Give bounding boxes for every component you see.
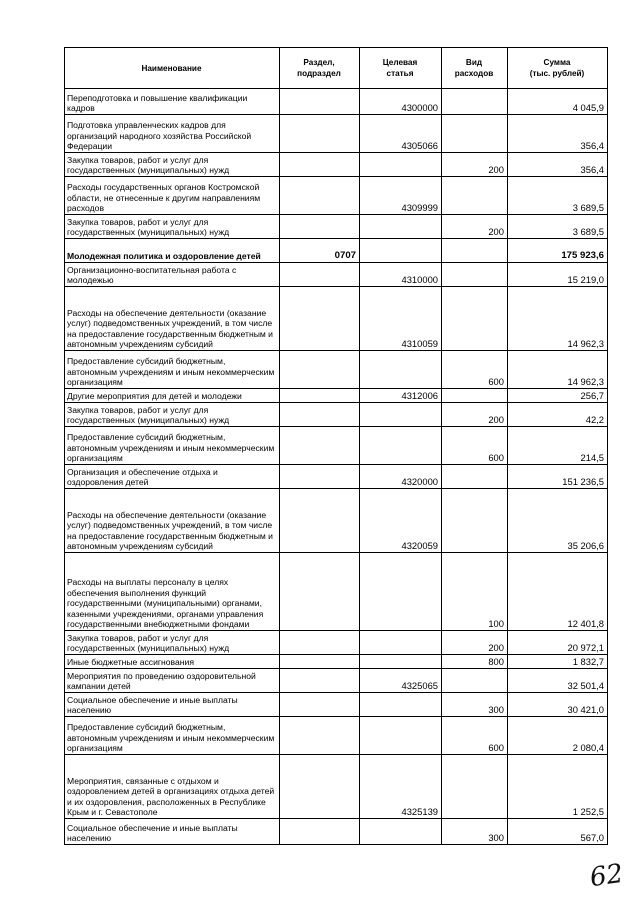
cell-section [280, 489, 360, 553]
cell-sum: 30 421,0 [508, 693, 608, 717]
cell-target [360, 239, 442, 263]
cell-name: Подготовка управленческих кадров для организаций народного хозяйства Российской Федерации [65, 115, 280, 153]
cell-name: Переподготовка и повышение квалификации кадров [65, 89, 280, 115]
cell-name: Социальное обеспечение и иные выплаты населению [65, 819, 280, 845]
header-section-line2: подраздел [297, 69, 341, 78]
cell-section [280, 553, 360, 631]
header-target-line2: статья [386, 69, 414, 78]
cell-section [280, 465, 360, 489]
cell-name: Расходы на обеспечение деятельности (оказание услуг) подведомственных учреждений, в том числе на предоставление государственным бюджетным и автономным учреждениям субсидий [65, 287, 280, 351]
cell-name: Закупка товаров, работ и услуг для государственных (муниципальных) нужд [65, 403, 280, 427]
cell-target [360, 427, 442, 465]
cell-name: Иные бюджетные ассигнования [65, 655, 280, 669]
table-row [65, 717, 608, 755]
header-type-line1: Вид [465, 58, 483, 67]
cell-sum: 42,2 [508, 403, 608, 427]
table-row [65, 693, 608, 717]
cell-target: 4305066 [360, 115, 442, 153]
table-row [65, 553, 608, 631]
header-sum-line2: (тыс. рублей) [529, 69, 585, 78]
cell-name: Молодежная политика и оздоровление детей [65, 239, 280, 263]
page-number: 62 [588, 858, 626, 894]
cell-name: Социальное обеспечение и иные выплаты населению [65, 693, 280, 717]
table-row [65, 489, 608, 553]
cell-target [360, 553, 442, 631]
header-name [65, 48, 280, 89]
cell-target: 4310000 [360, 263, 442, 287]
cell-type [442, 389, 508, 403]
cell-type [442, 489, 508, 553]
cell-type: 300 [442, 693, 508, 717]
cell-type: 100 [442, 553, 508, 631]
cell-name: Предоставление субсидий бюджетным, автономным учреждениям и иным некоммерческим организациям [65, 427, 280, 465]
cell-sum: 175 923,6 [508, 239, 608, 263]
table-row [65, 755, 608, 819]
cell-section [280, 717, 360, 755]
cell-section [280, 819, 360, 845]
cell-type [442, 89, 508, 115]
header-section-line1: Раздел, [303, 58, 335, 67]
cell-type [442, 669, 508, 693]
header-target [360, 48, 442, 89]
cell-type: 200 [442, 153, 508, 177]
cell-section [280, 153, 360, 177]
cell-sum: 14 962,3 [508, 287, 608, 351]
cell-name: Расходы на обеспечение деятельности (оказание услуг) подведомственных учреждений, в том числе на предоставление государственным бюджетным и автономным учреждениям субсидий [65, 489, 280, 553]
cell-target [360, 351, 442, 389]
table-row [65, 287, 608, 351]
cell-section [280, 287, 360, 351]
cell-target [360, 655, 442, 669]
cell-sum: 567,0 [508, 819, 608, 845]
header-name-label: Наименование [141, 63, 202, 73]
table-row [65, 669, 608, 693]
cell-sum: 356,4 [508, 115, 608, 153]
cell-type: 200 [442, 403, 508, 427]
cell-sum: 2 080,4 [508, 717, 608, 755]
cell-section: 0707 [280, 239, 360, 263]
cell-section [280, 755, 360, 819]
header-type-line2: расходов [454, 69, 494, 78]
cell-target [360, 717, 442, 755]
cell-sum: 4 045,9 [508, 89, 608, 115]
table-row [65, 351, 608, 389]
cell-section [280, 669, 360, 693]
cell-sum: 1 252,5 [508, 755, 608, 819]
cell-type: 800 [442, 655, 508, 669]
cell-sum: 14 962,3 [508, 351, 608, 389]
cell-name: Закупка товаров, работ и услуг для государственных (муниципальных) нужд [65, 631, 280, 655]
cell-type [442, 239, 508, 263]
cell-type [442, 465, 508, 489]
cell-type: 300 [442, 819, 508, 845]
cell-sum: 32 501,4 [508, 669, 608, 693]
cell-name: Организационно-воспитательная работа с молодежью [65, 263, 280, 287]
table-row [65, 403, 608, 427]
cell-target: 4309999 [360, 177, 442, 215]
cell-type [442, 115, 508, 153]
cell-sum: 356,4 [508, 153, 608, 177]
header-type [442, 48, 508, 89]
table-row [65, 153, 608, 177]
cell-sum: 3 689,5 [508, 177, 608, 215]
cell-name: Расходы на выплаты персоналу в целях обеспечения выполнения функций государственными (муниципальными) органами, казенными учреждениями, органами управления государственными внебюджетными фондами [65, 553, 280, 631]
cell-target: 4312006 [360, 389, 442, 403]
cell-name: Предоставление субсидий бюджетным, автономным учреждениям и иным некоммерческим организациям [65, 717, 280, 755]
cell-target: 4300000 [360, 89, 442, 115]
header-sum [508, 48, 608, 89]
header-section [280, 48, 360, 89]
table-row [65, 263, 608, 287]
table-row [65, 655, 608, 669]
cell-sum: 151 236,5 [508, 465, 608, 489]
cell-target [360, 215, 442, 239]
cell-sum: 3 689,5 [508, 215, 608, 239]
cell-section [280, 263, 360, 287]
table-row [65, 427, 608, 465]
cell-name: Мероприятия по проведению оздоровительной кампании детей [65, 669, 280, 693]
table-row [65, 465, 608, 489]
cell-target: 4325139 [360, 755, 442, 819]
cell-target [360, 153, 442, 177]
cell-sum: 214,5 [508, 427, 608, 465]
cell-target: 4320000 [360, 465, 442, 489]
cell-name: Предоставление субсидий бюджетным, автономным учреждениям и иным некоммерческим организациям [65, 351, 280, 389]
cell-sum: 15 219,0 [508, 263, 608, 287]
cell-name: Мероприятия, связанные с отдыхом и оздоровлением детей в организациях отдыха детей и их оздоровления, расположенных в Республике Крым и г. Севастополе [65, 755, 280, 819]
cell-name: Закупка товаров, работ и услуг для государственных (муниципальных) нужд [65, 153, 280, 177]
cell-type [442, 287, 508, 351]
cell-section [280, 89, 360, 115]
table-body [65, 89, 608, 845]
cell-type: 600 [442, 717, 508, 755]
cell-sum: 12 401,8 [508, 553, 608, 631]
table-row [65, 215, 608, 239]
cell-sum: 35 206,6 [508, 489, 608, 553]
cell-sum: 256,7 [508, 389, 608, 403]
table-row [65, 819, 608, 845]
cell-section [280, 655, 360, 669]
cell-section [280, 177, 360, 215]
cell-type [442, 755, 508, 819]
table-header [65, 48, 608, 89]
cell-sum: 1 832,7 [508, 655, 608, 669]
cell-target [360, 403, 442, 427]
cell-type: 200 [442, 215, 508, 239]
header-target-line1: Целевая [382, 58, 418, 67]
cell-target [360, 693, 442, 717]
table-row [65, 239, 608, 263]
cell-target [360, 819, 442, 845]
cell-sum: 20 972,1 [508, 631, 608, 655]
cell-section [280, 351, 360, 389]
header-row [65, 48, 608, 89]
table-row [65, 389, 608, 403]
cell-target: 4325065 [360, 669, 442, 693]
cell-name: Организация и обеспечение отдыха и оздоровления детей [65, 465, 280, 489]
cell-section [280, 389, 360, 403]
cell-target [360, 631, 442, 655]
budget-table [64, 47, 608, 845]
cell-type: 200 [442, 631, 508, 655]
cell-section [280, 215, 360, 239]
table-row [65, 115, 608, 153]
cell-section [280, 631, 360, 655]
cell-name: Закупка товаров, работ и услуг для государственных (муниципальных) нужд [65, 215, 280, 239]
cell-type: 600 [442, 351, 508, 389]
cell-section [280, 427, 360, 465]
cell-section [280, 115, 360, 153]
cell-target: 4320059 [360, 489, 442, 553]
table-row [65, 177, 608, 215]
cell-section [280, 693, 360, 717]
cell-name: Расходы государственных органов Костромской области, не отнесенные к другим направлениям расходов [65, 177, 280, 215]
cell-type [442, 263, 508, 287]
table-row [65, 631, 608, 655]
cell-type: 600 [442, 427, 508, 465]
cell-target: 4310059 [360, 287, 442, 351]
table-row [65, 89, 608, 115]
cell-name: Другие мероприятия для детей и молодежи [65, 389, 280, 403]
cell-section [280, 403, 360, 427]
header-sum-line1: Сумма [543, 58, 571, 67]
cell-type [442, 177, 508, 215]
